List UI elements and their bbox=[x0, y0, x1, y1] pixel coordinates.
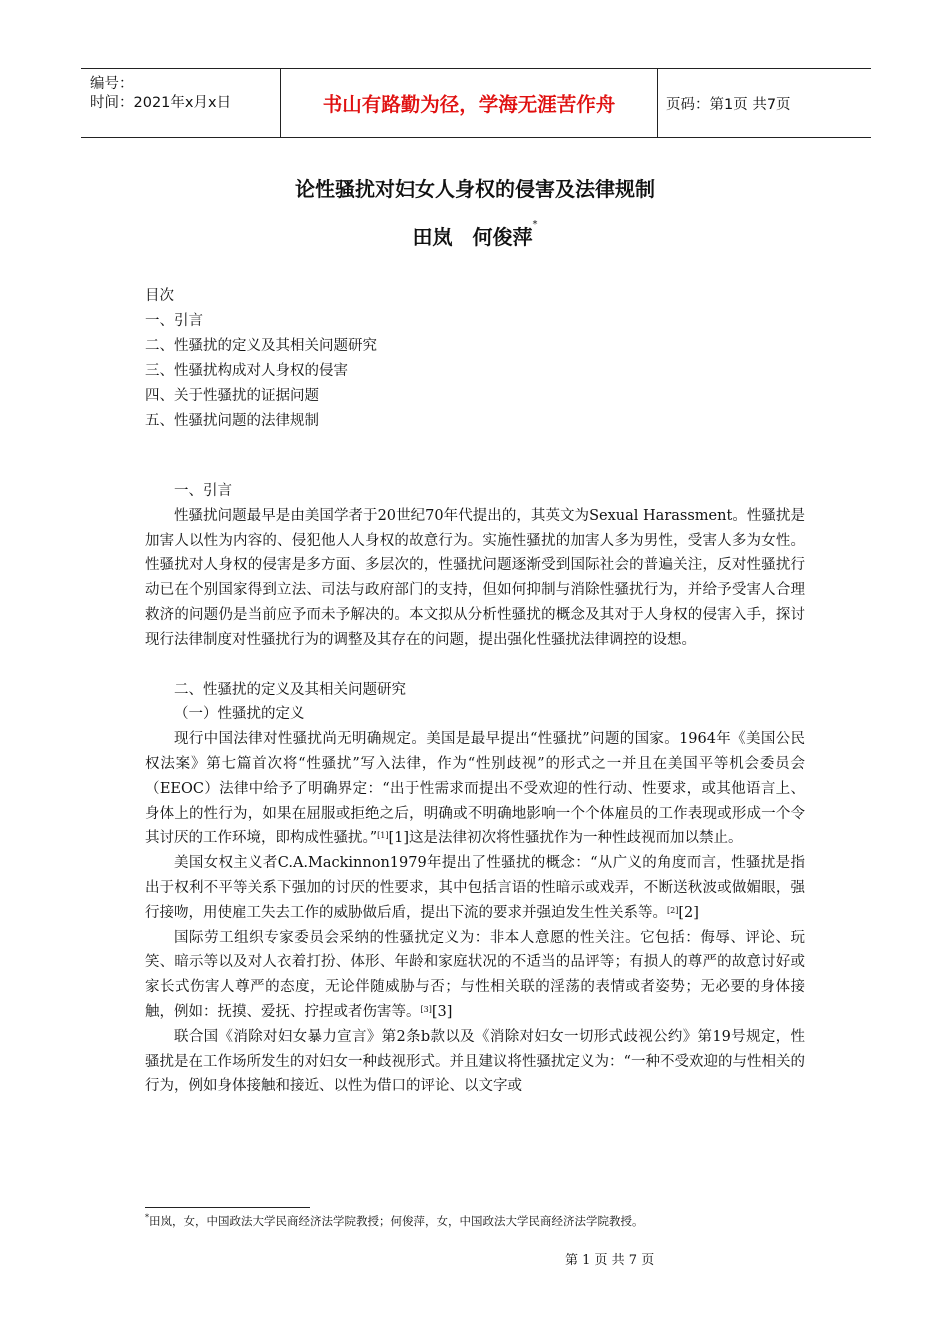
paragraph bbox=[145, 727, 805, 851]
paragraph: 性骚扰问题最早是由美国学者于20世纪70年代提出的，其英文为Sexual Harassment。性骚扰是加害人以性为内容的、侵犯他人人身权的故意行为。实施性骚扰的加害人多为男性，受害人多为女性。性骚扰对人身权的侵害是多方面、多层次的，性骚扰问题逐渐受到国际社会的普遍关注，反对性骚扰行动已在个别国家得到立法、司法与政府部门的支持，但如何抑制与消除性骚扰行为，并给予受害人合理救济的问题仍是当前应予而未予解决的。本文拟从分析性骚扰的概念及其对于人身权的侵害入手，探讨现行法律制度对性骚扰行为的调整及其存在的问题，提出强化性骚扰法律调控的设想。 bbox=[145, 507, 805, 648]
header-meta-cell bbox=[81, 69, 281, 137]
authors-names: 田岚 何俊萍 bbox=[412, 225, 533, 249]
reference-mark: [3] bbox=[420, 1004, 432, 1014]
toc-item: 五、性骚扰问题的法律规制 bbox=[145, 413, 319, 429]
footnote bbox=[145, 1213, 644, 1229]
paragraph-text: 美国女权主义者C.A.Mackinnon1979年提出了性骚扰的概念：“从广义的角度而言，性骚扰是指出于权利不平等关系下强加的讨厌的性要求，其中包括言语的性暗示或戏弄，不断送秋波或做媚眼，强行接吻，用使雇工失去工作的威胁做后盾，提出下流的要求并强迫发生性关系等。 bbox=[145, 855, 805, 921]
section-2-heading: 二、性骚扰的定义及其相关问题研究 bbox=[174, 681, 406, 698]
footnote-text: 田岚，女，中国政法大学民商经济法学院教授；何俊萍，女，中国政法大学民商经济法学院教授。 bbox=[149, 1214, 644, 1228]
header-number: 编号： bbox=[90, 76, 134, 92]
paragraph-text: [2] bbox=[678, 904, 699, 921]
paragraph bbox=[145, 926, 805, 1025]
authors-footnote-mark: * bbox=[532, 219, 538, 230]
subsection-heading: （一）性骚扰的定义 bbox=[174, 706, 305, 723]
footnote-rule bbox=[145, 1207, 310, 1208]
document-body bbox=[145, 479, 805, 1099]
toc-item: 二、性骚扰的定义及其相关问题研究 bbox=[145, 338, 377, 354]
header-page-label: 页码：第1页 共7页 bbox=[666, 96, 791, 113]
reference-mark: [2] bbox=[667, 905, 679, 915]
paragraph: 联合国《消除对妇女暴力宣言》第2条b款以及《消除对妇女一切形式歧视公约》第19号规定，性骚扰是在工作场所发生的对妇女一种歧视形式。并且建议将性骚扰定义为：“一种不受欢迎的与性相关的行为，例如身体接触和接近、以性为借口的评论、以文字或 bbox=[145, 1028, 805, 1095]
footnote-mark: * bbox=[145, 1213, 149, 1223]
header-page-cell bbox=[658, 69, 871, 137]
toc-item: 一、引言 bbox=[145, 313, 203, 329]
paragraph-text: [1]这是法律初次将性骚扰作为一种性歧视而加以禁止。 bbox=[388, 830, 743, 847]
toc-item: 四、关于性骚扰的证据问题 bbox=[145, 388, 319, 404]
document-title: 论性骚扰对妇女人身权的侵害及法律规制 bbox=[295, 177, 655, 201]
section-1-heading: 一、引言 bbox=[174, 483, 232, 499]
table-of-contents bbox=[145, 284, 377, 434]
paragraph-text: 现行中国法律对性骚扰尚无明确规定。美国是最早提出“性骚扰”问题的国家。1964年《美国公民权法案》第七篇首次将“性骚扰”写入法律，作为“性别歧视”的形式之一并且在美国平等机会委员会（EEOC）法律中给予了明确界定：“出于性需求而提出不受欢迎的性行动、性要求，或其他语言上、身体上的性行为，如果在屈服或拒绝之后，明确或不明确地影响一个个体雇员的工作表现或形成一个令其讨厌的工作环境，即构成性骚扰。” bbox=[145, 731, 805, 847]
authors-line bbox=[0, 221, 950, 250]
page-footer: 第 1 页 共 7 页 bbox=[565, 1253, 655, 1268]
header-date: 时间：2021年x月x日 bbox=[90, 95, 232, 111]
paragraph-text: [3] bbox=[431, 1003, 453, 1020]
document-header bbox=[81, 68, 871, 138]
toc-item: 三、性骚扰构成对人身权的侵害 bbox=[145, 363, 348, 379]
paragraph bbox=[145, 851, 805, 925]
reference-mark: [1] bbox=[377, 831, 389, 841]
paragraph-text: 国际劳工组织专家委员会采纳的性骚扰定义为：非本人意愿的性关注。它包括：侮辱、评论、玩笑、暗示等以及对人衣着打扮、体形、年龄和家庭状况的不适当的品评等；有损人的尊严的故意讨好或家长式伤害人尊严的态度，无论伴随威胁与否；与性相关联的淫荡的表情或者姿势；无必要的身体接触，例如：抚摸、爱抚、拧捏或者伤害等。 bbox=[145, 929, 805, 1020]
header-motto: 书山有路勤为径，学海无涯苦作舟 bbox=[281, 69, 658, 137]
toc-heading: 目次 bbox=[145, 288, 174, 304]
